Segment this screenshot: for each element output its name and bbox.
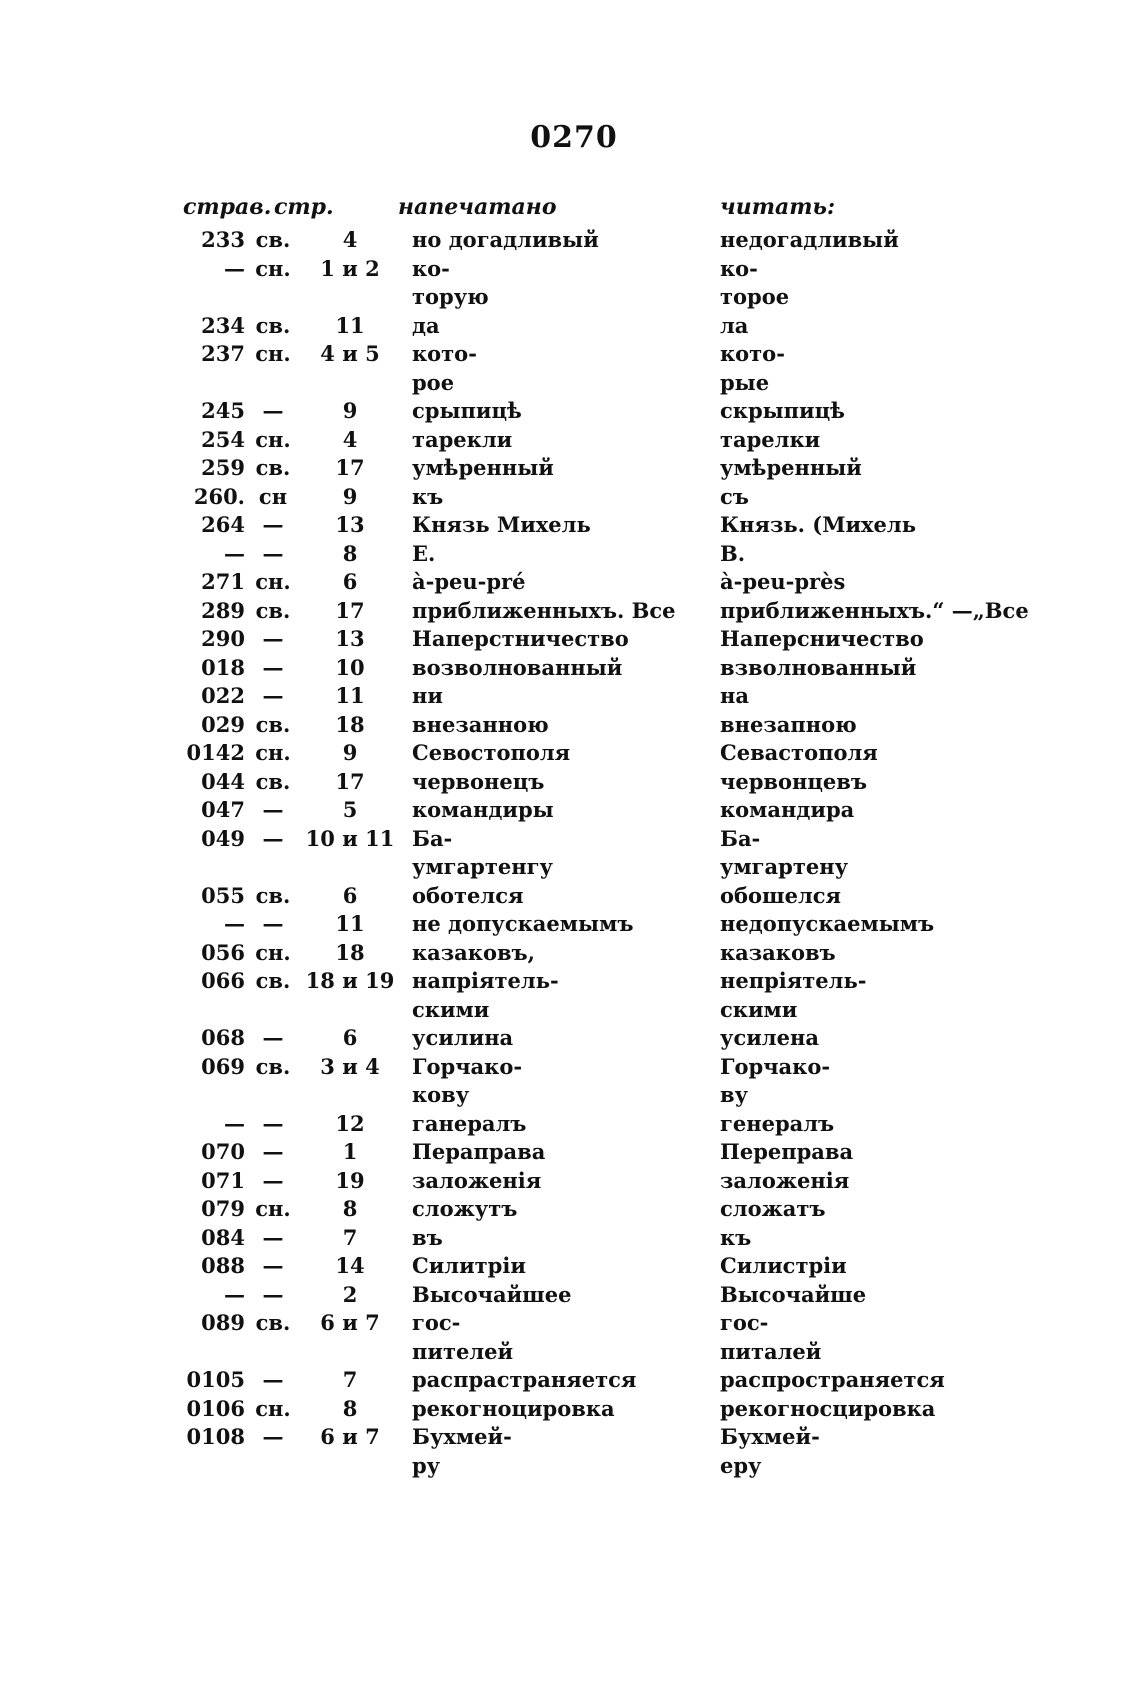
errata-row — [0, 454, 1140, 483]
cell-line: 6 — [342, 882, 358, 908]
cell-read: ла — [720, 312, 749, 338]
errata-row — [0, 1081, 1140, 1110]
errata-row — [0, 825, 1140, 854]
cell-read: казаковъ — [720, 939, 836, 965]
cell-line: 11 — [335, 911, 365, 936]
errata-row — [0, 996, 1140, 1025]
cell-read: Переправа — [720, 1139, 854, 1164]
cell-read: гос- — [720, 1310, 769, 1335]
errata-row — [0, 625, 1140, 654]
errata-row — [0, 483, 1140, 512]
cell-side: — — [262, 654, 284, 680]
cell-page: 237 — [201, 341, 245, 366]
errata-row — [0, 397, 1140, 426]
cell-side: — — [262, 1167, 284, 1193]
errata-row — [0, 540, 1140, 569]
cell-read: тарелки — [720, 426, 821, 452]
cell-page: 260. — [193, 483, 245, 509]
errata-row — [0, 739, 1140, 768]
cell-read: Горчако- — [720, 1053, 831, 1079]
errata-row — [0, 768, 1140, 797]
cell-line: 18 — [335, 711, 365, 737]
errata-row — [0, 511, 1140, 540]
cell-read: приближенныхъ.“ —„Все — [720, 597, 1029, 623]
errata-row — [0, 426, 1140, 455]
cell-read: къ — [720, 1224, 752, 1250]
errata-row — [0, 654, 1140, 683]
cell-printed: Наперстничество — [412, 626, 629, 651]
cell-printed: рекогноцировка — [412, 1395, 615, 1421]
cell-printed: Горчако- — [412, 1053, 523, 1079]
header-printed: напечатано — [398, 194, 557, 220]
errata-row — [0, 910, 1140, 939]
cell-read: на — [720, 683, 749, 708]
cell-side: — — [262, 540, 284, 566]
cell-page: 254 — [201, 426, 245, 452]
cell-page: 245 — [201, 398, 245, 423]
page-number: 0270 — [530, 120, 618, 155]
cell-side: сн. — [255, 1395, 291, 1421]
cell-printed: срыпицѣ — [412, 398, 522, 423]
cell-printed: Князь Михель — [412, 512, 591, 537]
errata-row — [0, 682, 1140, 711]
cell-printed: въ — [412, 1224, 443, 1250]
cell-read: генералъ — [720, 1110, 835, 1136]
cell-printed: Севостополя — [412, 740, 571, 765]
cell-read: рые — [720, 369, 770, 395]
errata-row — [0, 1395, 1140, 1424]
cell-side: — — [262, 1253, 284, 1278]
cell-printed: сложутъ — [412, 1196, 518, 1221]
cell-line: 5 — [342, 797, 358, 822]
cell-read: à-peu-près — [720, 569, 846, 594]
cell-side: — — [262, 626, 284, 651]
cell-line: 13 — [335, 512, 365, 537]
cell-page: 022 — [201, 683, 245, 708]
cell-line: 14 — [335, 1253, 365, 1278]
cell-printed: Силитріи — [412, 1253, 526, 1278]
errata-row — [0, 967, 1140, 996]
cell-line: 10 — [335, 654, 365, 680]
cell-page: — — [224, 255, 245, 281]
cell-printed: скими — [412, 996, 490, 1022]
cell-read: взволнованный — [720, 654, 917, 680]
errata-row — [0, 1338, 1140, 1367]
cell-side: сн. — [255, 426, 291, 452]
errata-row — [0, 1423, 1140, 1452]
cell-page: 079 — [201, 1196, 245, 1221]
cell-page: 089 — [201, 1310, 245, 1335]
cell-printed: оботелся — [412, 882, 524, 908]
column-headers — [0, 194, 1140, 224]
cell-line: 6 и 7 — [320, 1424, 380, 1449]
cell-page: 069 — [201, 1053, 245, 1079]
cell-page: 056 — [201, 939, 245, 965]
errata-row — [0, 939, 1140, 968]
cell-line: 4 — [342, 426, 358, 452]
errata-row — [0, 1252, 1140, 1281]
cell-printed: ру — [412, 1452, 441, 1478]
cell-side: — — [262, 797, 284, 822]
errata-row — [0, 1195, 1140, 1224]
cell-printed: командиры — [412, 797, 554, 822]
cell-read: ко- — [720, 255, 758, 281]
cell-side: св. — [255, 312, 291, 338]
cell-printed: напріятель- — [412, 968, 559, 993]
cell-line: 8 — [342, 1395, 358, 1421]
cell-read: непріятель- — [720, 968, 867, 993]
cell-page: 018 — [201, 654, 245, 680]
errata-row — [0, 340, 1140, 369]
cell-side: сн. — [255, 1196, 291, 1221]
cell-read: Наперсничество — [720, 626, 924, 651]
cell-page: 044 — [201, 768, 245, 794]
cell-page: 290 — [201, 626, 245, 651]
cell-side: св. — [255, 968, 291, 993]
cell-page: 088 — [201, 1253, 245, 1278]
cell-read: недопускаемымъ — [720, 911, 935, 936]
cell-printed: распрастраняется — [412, 1367, 637, 1392]
cell-side: — — [262, 1139, 284, 1164]
cell-line: 18 и 19 — [305, 968, 395, 993]
cell-line: 2 — [342, 1281, 358, 1307]
cell-line: 18 — [335, 939, 365, 965]
errata-row — [0, 1366, 1140, 1395]
cell-page: 234 — [201, 312, 245, 338]
cell-side: св. — [255, 1310, 291, 1335]
errata-row — [0, 283, 1140, 312]
cell-page: 068 — [201, 1025, 245, 1050]
cell-read: умѣренный — [720, 455, 862, 480]
cell-line: 6 — [342, 1025, 358, 1050]
cell-printed: червонецъ — [412, 768, 545, 794]
cell-line: 17 — [335, 768, 365, 794]
cell-read: обошелся — [720, 882, 842, 908]
cell-side: сн. — [255, 939, 291, 965]
cell-printed: умгартенгу — [412, 854, 553, 879]
errata-row — [0, 853, 1140, 882]
cell-printed: кото- — [412, 341, 477, 366]
cell-read: Ба- — [720, 825, 761, 851]
cell-line: 1 — [342, 1139, 358, 1164]
cell-read: усилена — [720, 1025, 819, 1050]
errata-table — [0, 226, 1140, 1480]
cell-side: — — [262, 911, 284, 936]
cell-page: 084 — [201, 1224, 245, 1250]
cell-side: — — [262, 683, 284, 708]
cell-side: св. — [255, 1053, 291, 1079]
cell-read: Севастополя — [720, 740, 878, 765]
cell-page: 259 — [201, 455, 245, 480]
cell-page: 0105 — [186, 1367, 245, 1392]
cell-read: Силистріи — [720, 1253, 847, 1278]
cell-read: еру — [720, 1452, 762, 1478]
cell-side: — — [262, 1367, 284, 1392]
cell-printed: Е. — [412, 540, 436, 566]
cell-read: Бухмей- — [720, 1424, 820, 1449]
cell-page: — — [224, 1281, 245, 1307]
cell-side: св. — [255, 882, 291, 908]
cell-read: заложенія — [720, 1167, 850, 1193]
cell-line: 3 и 4 — [320, 1053, 380, 1079]
cell-page: 066 — [201, 968, 245, 993]
errata-row — [0, 312, 1140, 341]
cell-line: 7 — [342, 1224, 358, 1250]
errata-row — [0, 1053, 1140, 1082]
cell-read: Высочайше — [720, 1281, 867, 1307]
cell-line: 9 — [342, 483, 358, 509]
errata-row — [0, 882, 1140, 911]
cell-page: 264 — [201, 512, 245, 537]
cell-line: 9 — [342, 398, 358, 423]
cell-side: сн. — [255, 740, 291, 765]
cell-side: — — [262, 1025, 284, 1050]
cell-side: — — [262, 825, 284, 851]
cell-read: скрыпицѣ — [720, 398, 845, 423]
cell-read: В. — [720, 540, 746, 566]
cell-side: — — [262, 1281, 284, 1307]
header-page: страв. — [183, 194, 272, 220]
cell-printed: приближенныхъ. Все — [412, 597, 676, 623]
cell-side: сн. — [255, 255, 291, 281]
cell-line: 6 — [342, 569, 358, 594]
cell-read: рекогносцировка — [720, 1395, 936, 1421]
cell-side: — — [262, 1110, 284, 1136]
cell-read: червонцевъ — [720, 768, 867, 794]
cell-side: сн. — [255, 569, 291, 594]
errata-row — [0, 597, 1140, 626]
cell-printed: à-peu-pré — [412, 569, 526, 594]
errata-row — [0, 1167, 1140, 1196]
cell-printed: внезанною — [412, 711, 549, 737]
errata-row — [0, 1224, 1140, 1253]
cell-line: 13 — [335, 626, 365, 651]
cell-page: 071 — [201, 1167, 245, 1193]
cell-read: распространяется — [720, 1367, 945, 1392]
cell-page: 271 — [201, 569, 245, 594]
cell-line: 17 — [335, 455, 365, 480]
cell-read: Князь. (Михель — [720, 512, 916, 537]
errata-row — [0, 1110, 1140, 1139]
cell-side: св. — [255, 768, 291, 794]
cell-printed: кову — [412, 1082, 470, 1107]
cell-printed: Ба- — [412, 825, 453, 851]
cell-read: ву — [720, 1082, 749, 1107]
cell-side: св. — [255, 597, 291, 623]
errata-row — [0, 1309, 1140, 1338]
errata-row — [0, 1281, 1140, 1310]
cell-printed: Перaправа — [412, 1139, 546, 1164]
cell-side: — — [262, 398, 284, 423]
cell-printed: возволнованный — [412, 654, 623, 680]
cell-printed: но догадливый — [412, 227, 599, 252]
cell-page: 029 — [201, 711, 245, 737]
cell-printed: пителей — [412, 1338, 514, 1364]
cell-printed: не допускаемымъ — [412, 911, 634, 936]
cell-line: 17 — [335, 597, 365, 623]
cell-page: 289 — [201, 597, 245, 623]
header-line: стр. — [274, 194, 334, 220]
cell-read: торое — [720, 284, 790, 309]
cell-printed: рое — [412, 369, 455, 395]
cell-line: 9 — [342, 740, 358, 765]
cell-line: 10 и 11 — [305, 825, 395, 851]
cell-line: 4 — [342, 227, 358, 252]
cell-page: 0142 — [186, 740, 245, 765]
cell-side: сн. — [255, 341, 291, 366]
cell-page: 0108 — [186, 1424, 245, 1449]
cell-printed: гос- — [412, 1310, 461, 1335]
cell-line: 8 — [342, 540, 358, 566]
cell-page: — — [224, 540, 245, 566]
cell-read: внезапною — [720, 711, 857, 737]
cell-printed: торую — [412, 284, 489, 309]
cell-page: 047 — [201, 797, 245, 822]
cell-printed: ко- — [412, 255, 450, 281]
cell-side: св. — [255, 227, 291, 252]
cell-printed: да — [412, 312, 440, 338]
cell-read: сложатъ — [720, 1196, 826, 1221]
cell-page: 049 — [201, 825, 245, 851]
cell-printed: умѣренный — [412, 455, 554, 480]
cell-page: — — [224, 911, 245, 936]
errata-row — [0, 568, 1140, 597]
errata-row — [0, 711, 1140, 740]
errata-row — [0, 226, 1140, 255]
header-read: читать: — [720, 194, 836, 220]
cell-read: недогадливый — [720, 227, 899, 252]
cell-printed: Бухмей- — [412, 1424, 512, 1449]
cell-page: 0106 — [186, 1395, 245, 1421]
cell-line: 7 — [342, 1367, 358, 1392]
errata-row — [0, 796, 1140, 825]
cell-printed: ни — [412, 683, 443, 708]
cell-line: 8 — [342, 1196, 358, 1221]
cell-read: скими — [720, 996, 798, 1022]
cell-printed: къ — [412, 483, 444, 509]
cell-side: сн — [258, 483, 288, 509]
cell-read: питалей — [720, 1338, 822, 1364]
errata-row — [0, 369, 1140, 398]
cell-page: 233 — [201, 227, 245, 252]
errata-row — [0, 255, 1140, 284]
cell-printed: усилина — [412, 1025, 514, 1050]
cell-side: — — [262, 1224, 284, 1250]
cell-page: 055 — [201, 882, 245, 908]
cell-line: 11 — [335, 683, 365, 708]
cell-side: — — [262, 1424, 284, 1449]
cell-side: св. — [255, 455, 291, 480]
cell-read: умгартену — [720, 854, 849, 879]
errata-row — [0, 1138, 1140, 1167]
cell-line: 4 и 5 — [320, 341, 380, 366]
cell-side: — — [262, 512, 284, 537]
errata-row — [0, 1024, 1140, 1053]
cell-line: 12 — [335, 1110, 365, 1136]
cell-printed: заложенія — [412, 1167, 542, 1193]
cell-printed: казаковъ, — [412, 939, 535, 965]
cell-read: командира — [720, 797, 855, 822]
cell-read: кото- — [720, 341, 785, 366]
cell-printed: ганералъ — [412, 1110, 527, 1136]
cell-printed: тарекли — [412, 426, 513, 452]
cell-side: св. — [255, 711, 291, 737]
cell-read: съ — [720, 483, 749, 509]
cell-line: 6 и 7 — [320, 1310, 380, 1335]
cell-page: 070 — [201, 1139, 245, 1164]
cell-line: 11 — [335, 312, 365, 338]
cell-line: 19 — [335, 1167, 365, 1193]
cell-printed: Высочайшее — [412, 1281, 572, 1307]
cell-line: 1 и 2 — [320, 255, 380, 281]
errata-row — [0, 1452, 1140, 1481]
cell-page: — — [224, 1110, 245, 1136]
